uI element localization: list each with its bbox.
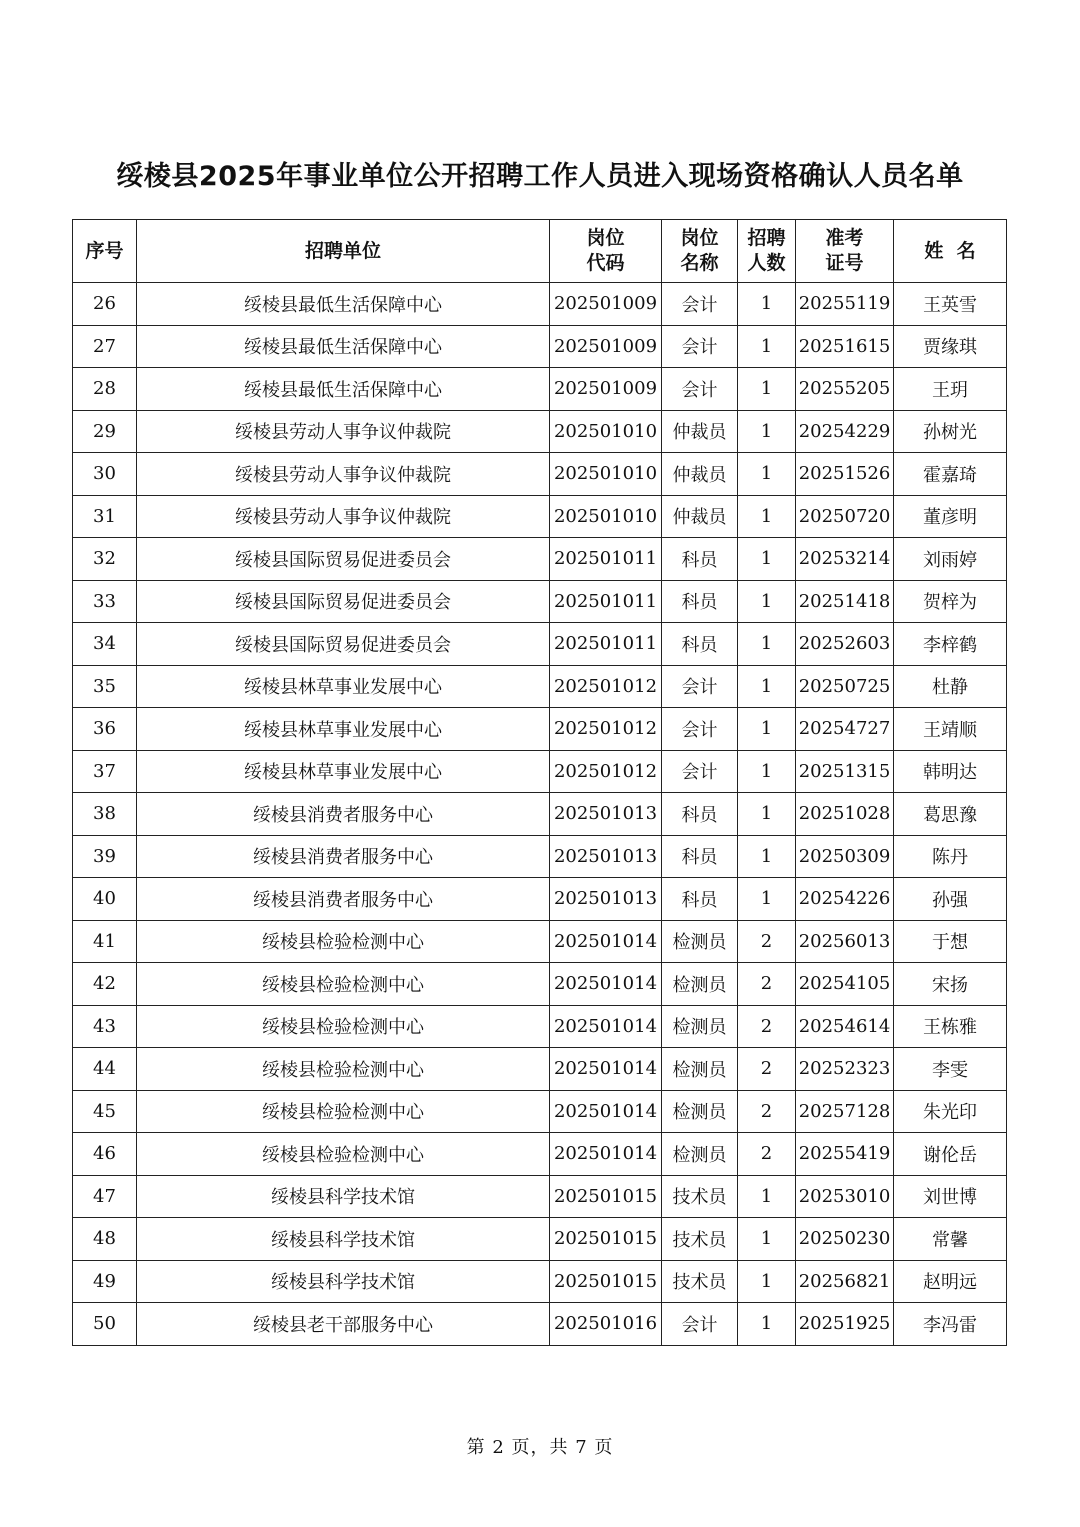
cell-code: 202501016 [550, 1303, 662, 1346]
cell-exam-id: 20254727 [796, 708, 894, 751]
cell-exam-id: 20251925 [796, 1303, 894, 1346]
cell-position: 仲裁员 [662, 453, 738, 496]
cell-position: 会计 [662, 325, 738, 368]
cell-exam-id: 20255119 [796, 283, 894, 326]
cell-count: 1 [738, 878, 796, 921]
cell-count: 1 [738, 368, 796, 411]
cell-name: 于想 [894, 920, 1007, 963]
cell-position: 会计 [662, 368, 738, 411]
cell-name: 霍嘉琦 [894, 453, 1007, 496]
cell-code: 202501014 [550, 1048, 662, 1091]
cell-position: 会计 [662, 750, 738, 793]
cell-seq: 32 [73, 538, 137, 581]
cell-seq: 28 [73, 368, 137, 411]
header-exam-id: 准考 证号 [796, 220, 894, 283]
cell-seq: 50 [73, 1303, 137, 1346]
cell-exam-id: 20254105 [796, 963, 894, 1006]
cell-exam-id: 20253010 [796, 1175, 894, 1218]
cell-seq: 36 [73, 708, 137, 751]
cell-code: 202501015 [550, 1218, 662, 1261]
cell-exam-id: 20254614 [796, 1005, 894, 1048]
cell-name: 刘雨婷 [894, 538, 1007, 581]
cell-unit: 绥棱县消费者服务中心 [137, 878, 550, 921]
cell-name: 贾缘琪 [894, 325, 1007, 368]
cell-code: 202501011 [550, 623, 662, 666]
cell-position: 科员 [662, 623, 738, 666]
cell-code: 202501014 [550, 1090, 662, 1133]
cell-count: 1 [738, 750, 796, 793]
cell-unit: 绥棱县林草事业发展中心 [137, 708, 550, 751]
cell-count: 1 [738, 665, 796, 708]
cell-unit: 绥棱县劳动人事争议仲裁院 [137, 410, 550, 453]
cell-code: 202501014 [550, 963, 662, 1006]
table-row [73, 283, 1007, 326]
cell-seq: 30 [73, 453, 137, 496]
cell-seq: 37 [73, 750, 137, 793]
cell-unit: 绥棱县林草事业发展中心 [137, 665, 550, 708]
cell-seq: 44 [73, 1048, 137, 1091]
cell-count: 2 [738, 920, 796, 963]
cell-seq: 27 [73, 325, 137, 368]
cell-seq: 38 [73, 793, 137, 836]
cell-seq: 35 [73, 665, 137, 708]
table-row [73, 580, 1007, 623]
cell-unit: 绥棱县最低生活保障中心 [137, 325, 550, 368]
cell-position: 科员 [662, 878, 738, 921]
cell-unit: 绥棱县劳动人事争议仲裁院 [137, 453, 550, 496]
cell-name: 韩明达 [894, 750, 1007, 793]
cell-name: 刘世博 [894, 1175, 1007, 1218]
header-name: 姓 名 [894, 220, 1007, 283]
cell-seq: 48 [73, 1218, 137, 1261]
cell-exam-id: 20255205 [796, 368, 894, 411]
cell-code: 202501013 [550, 793, 662, 836]
cell-code: 202501011 [550, 580, 662, 623]
cell-code: 202501013 [550, 878, 662, 921]
table-row [73, 1303, 1007, 1346]
page-title: 绥棱县2025年事业单位公开招聘工作人员进入现场资格确认人员名单 [116, 161, 964, 192]
cell-name: 王靖顺 [894, 708, 1007, 751]
cell-count: 1 [738, 623, 796, 666]
cell-position: 检测员 [662, 1133, 738, 1176]
cell-exam-id: 20251028 [796, 793, 894, 836]
cell-count: 1 [738, 1218, 796, 1261]
table-row [73, 1175, 1007, 1218]
cell-count: 2 [738, 963, 796, 1006]
cell-unit: 绥棱县检验检测中心 [137, 920, 550, 963]
table-row [73, 538, 1007, 581]
cell-count: 1 [738, 538, 796, 581]
cell-exam-id: 20251615 [796, 325, 894, 368]
cell-name: 陈丹 [894, 835, 1007, 878]
cell-exam-id: 20251315 [796, 750, 894, 793]
cell-seq: 47 [73, 1175, 137, 1218]
cell-unit: 绥棱县科学技术馆 [137, 1218, 550, 1261]
cell-count: 1 [738, 1175, 796, 1218]
table-row [73, 920, 1007, 963]
cell-count: 1 [738, 283, 796, 326]
cell-seq: 39 [73, 835, 137, 878]
table-row [73, 623, 1007, 666]
cell-name: 杜静 [894, 665, 1007, 708]
cell-unit: 绥棱县林草事业发展中心 [137, 750, 550, 793]
cell-count: 1 [738, 793, 796, 836]
cell-name: 李梓鹤 [894, 623, 1007, 666]
cell-count: 1 [738, 580, 796, 623]
cell-exam-id: 20250720 [796, 495, 894, 538]
cell-unit: 绥棱县检验检测中心 [137, 1048, 550, 1091]
cell-seq: 26 [73, 283, 137, 326]
cell-seq: 34 [73, 623, 137, 666]
cell-code: 202501014 [550, 1005, 662, 1048]
cell-exam-id: 20250230 [796, 1218, 894, 1261]
cell-position: 检测员 [662, 1005, 738, 1048]
cell-seq: 29 [73, 410, 137, 453]
table-row [73, 1260, 1007, 1303]
cell-seq: 42 [73, 963, 137, 1006]
cell-code: 202501012 [550, 708, 662, 751]
cell-name: 王玥 [894, 368, 1007, 411]
cell-seq: 40 [73, 878, 137, 921]
cell-position: 会计 [662, 708, 738, 751]
header-row [73, 220, 1007, 283]
cell-name: 王英雪 [894, 283, 1007, 326]
cell-position: 科员 [662, 835, 738, 878]
header-unit: 招聘单位 [137, 220, 550, 283]
header-count: 招聘 人数 [738, 220, 796, 283]
table-body [73, 283, 1007, 1346]
cell-count: 2 [738, 1048, 796, 1091]
cell-code: 202501012 [550, 750, 662, 793]
table-row [73, 368, 1007, 411]
cell-code: 202501010 [550, 453, 662, 496]
cell-name: 赵明远 [894, 1260, 1007, 1303]
header-code: 岗位 代码 [550, 220, 662, 283]
cell-exam-id: 20256821 [796, 1260, 894, 1303]
cell-count: 1 [738, 410, 796, 453]
cell-exam-id: 20251526 [796, 453, 894, 496]
cell-count: 2 [738, 1090, 796, 1133]
cell-name: 王栋雅 [894, 1005, 1007, 1048]
cell-code: 202501009 [550, 325, 662, 368]
cell-position: 会计 [662, 665, 738, 708]
cell-name: 常馨 [894, 1218, 1007, 1261]
cell-unit: 绥棱县最低生活保障中心 [137, 368, 550, 411]
cell-unit: 绥棱县科学技术馆 [137, 1175, 550, 1218]
cell-position: 会计 [662, 283, 738, 326]
table-row [73, 453, 1007, 496]
cell-position: 会计 [662, 1303, 738, 1346]
cell-code: 202501015 [550, 1260, 662, 1303]
cell-exam-id: 20254229 [796, 410, 894, 453]
table-row [73, 750, 1007, 793]
cell-name: 宋扬 [894, 963, 1007, 1006]
cell-code: 202501014 [550, 920, 662, 963]
cell-unit: 绥棱县检验检测中心 [137, 1133, 550, 1176]
cell-unit: 绥棱县最低生活保障中心 [137, 283, 550, 326]
cell-unit: 绥棱县检验检测中心 [137, 963, 550, 1006]
cell-position: 仲裁员 [662, 410, 738, 453]
table-row [73, 1090, 1007, 1133]
cell-unit: 绥棱县检验检测中心 [137, 1005, 550, 1048]
cell-count: 1 [738, 495, 796, 538]
page-footer: 第 2 页，共 7 页 [466, 1437, 614, 1458]
cell-unit: 绥棱县消费者服务中心 [137, 835, 550, 878]
cell-code: 202501010 [550, 495, 662, 538]
cell-exam-id: 20252323 [796, 1048, 894, 1091]
cell-seq: 49 [73, 1260, 137, 1303]
cell-unit: 绥棱县国际贸易促进委员会 [137, 623, 550, 666]
cell-exam-id: 20251418 [796, 580, 894, 623]
cell-code: 202501012 [550, 665, 662, 708]
table-row [73, 708, 1007, 751]
cell-seq: 43 [73, 1005, 137, 1048]
table-row [73, 410, 1007, 453]
candidate-table [72, 219, 1007, 1346]
cell-unit: 绥棱县国际贸易促进委员会 [137, 580, 550, 623]
cell-code: 202501015 [550, 1175, 662, 1218]
header-seq: 序号 [73, 220, 137, 283]
cell-name: 葛思豫 [894, 793, 1007, 836]
table-row [73, 1048, 1007, 1091]
cell-code: 202501009 [550, 283, 662, 326]
cell-seq: 45 [73, 1090, 137, 1133]
cell-code: 202501010 [550, 410, 662, 453]
cell-seq: 41 [73, 920, 137, 963]
table-row [73, 1218, 1007, 1261]
cell-exam-id: 20252603 [796, 623, 894, 666]
cell-unit: 绥棱县国际贸易促进委员会 [137, 538, 550, 581]
cell-position: 仲裁员 [662, 495, 738, 538]
table-row [73, 963, 1007, 1006]
cell-seq: 31 [73, 495, 137, 538]
cell-code: 202501009 [550, 368, 662, 411]
cell-name: 孙树光 [894, 410, 1007, 453]
cell-name: 朱光印 [894, 1090, 1007, 1133]
cell-name: 李雯 [894, 1048, 1007, 1091]
cell-position: 检测员 [662, 963, 738, 1006]
cell-exam-id: 20250309 [796, 835, 894, 878]
cell-code: 202501014 [550, 1133, 662, 1176]
cell-name: 孙强 [894, 878, 1007, 921]
cell-count: 1 [738, 708, 796, 751]
cell-count: 1 [738, 325, 796, 368]
cell-position: 科员 [662, 793, 738, 836]
cell-unit: 绥棱县科学技术馆 [137, 1260, 550, 1303]
cell-exam-id: 20253214 [796, 538, 894, 581]
cell-count: 1 [738, 835, 796, 878]
cell-name: 董彦明 [894, 495, 1007, 538]
cell-position: 科员 [662, 538, 738, 581]
cell-unit: 绥棱县检验检测中心 [137, 1090, 550, 1133]
cell-exam-id: 20250725 [796, 665, 894, 708]
cell-code: 202501011 [550, 538, 662, 581]
cell-exam-id: 20255419 [796, 1133, 894, 1176]
cell-count: 1 [738, 1303, 796, 1346]
cell-name: 贺梓为 [894, 580, 1007, 623]
table-row [73, 835, 1007, 878]
table-row [73, 878, 1007, 921]
cell-count: 2 [738, 1005, 796, 1048]
cell-unit: 绥棱县劳动人事争议仲裁院 [137, 495, 550, 538]
table-row [73, 665, 1007, 708]
cell-position: 检测员 [662, 920, 738, 963]
cell-count: 1 [738, 453, 796, 496]
cell-seq: 46 [73, 1133, 137, 1176]
cell-position: 科员 [662, 580, 738, 623]
cell-unit: 绥棱县消费者服务中心 [137, 793, 550, 836]
cell-exam-id: 20254226 [796, 878, 894, 921]
cell-count: 2 [738, 1133, 796, 1176]
header-position: 岗位 名称 [662, 220, 738, 283]
cell-code: 202501013 [550, 835, 662, 878]
cell-position: 技术员 [662, 1218, 738, 1261]
cell-position: 技术员 [662, 1175, 738, 1218]
cell-position: 检测员 [662, 1090, 738, 1133]
cell-name: 李冯雷 [894, 1303, 1007, 1346]
cell-seq: 33 [73, 580, 137, 623]
cell-exam-id: 20257128 [796, 1090, 894, 1133]
table-row [73, 325, 1007, 368]
cell-unit: 绥棱县老干部服务中心 [137, 1303, 550, 1346]
cell-position: 检测员 [662, 1048, 738, 1091]
cell-name: 谢伦岳 [894, 1133, 1007, 1176]
table-row [73, 495, 1007, 538]
cell-exam-id: 20256013 [796, 920, 894, 963]
table-row [73, 1133, 1007, 1176]
table-row [73, 793, 1007, 836]
cell-position: 技术员 [662, 1260, 738, 1303]
table-row [73, 1005, 1007, 1048]
cell-count: 1 [738, 1260, 796, 1303]
